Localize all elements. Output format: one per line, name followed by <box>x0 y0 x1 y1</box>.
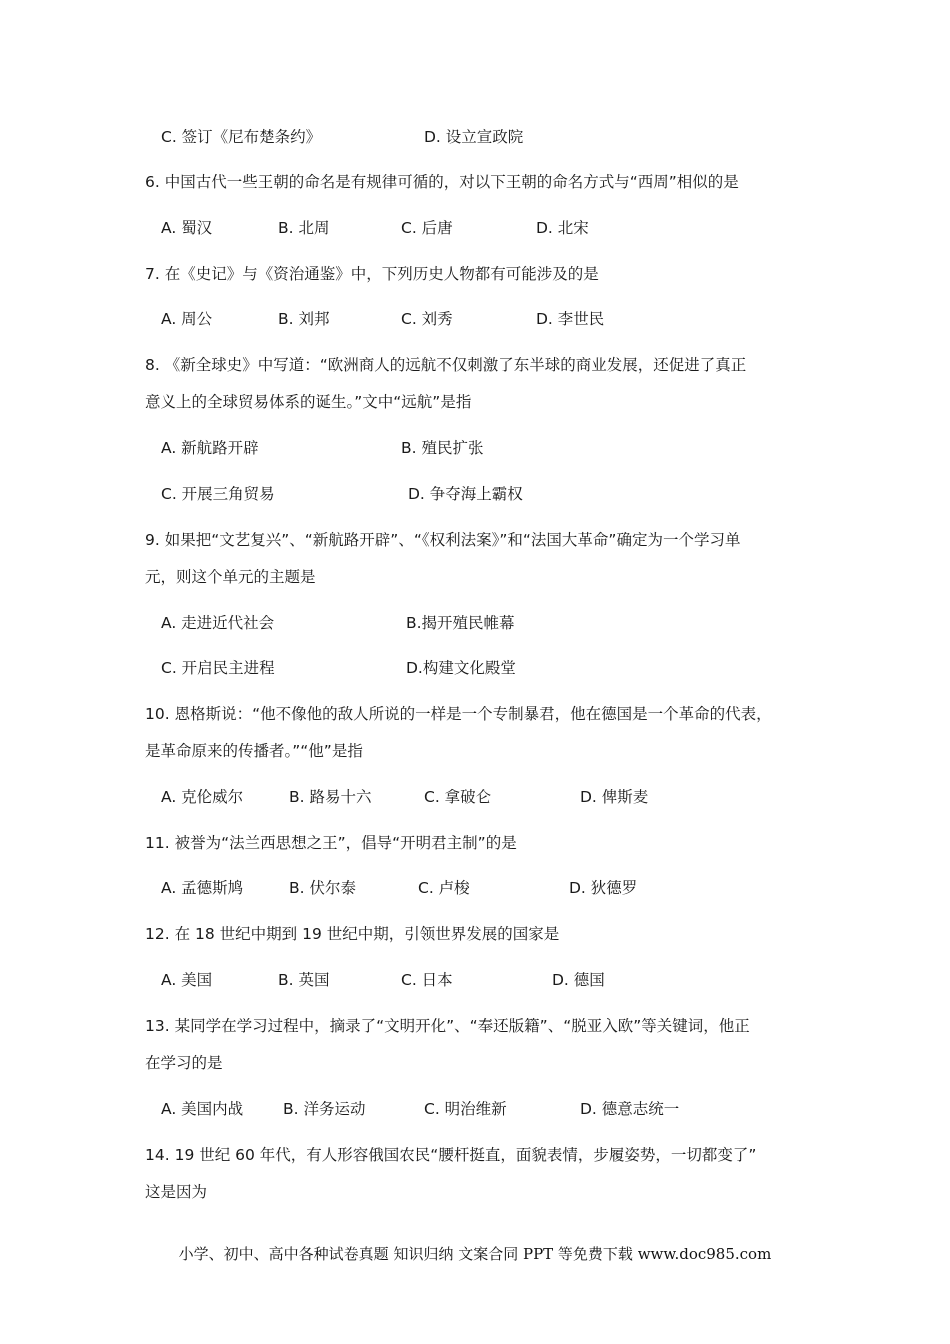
q6-stem: 6. 中国古代一些王朝的命名是有规律可循的，对以下王朝的命名方式与“西周”相似的是 <box>145 173 739 191</box>
q8-stem-line2: 意义上的全球贸易体系的诞生。”文中“远航”是指 <box>145 393 472 411</box>
q14-stem-line2: 这是因为 <box>145 1183 208 1201</box>
q12-option-a: A. 美国 <box>161 971 213 989</box>
q6-option-a: A. 蜀汉 <box>161 219 213 237</box>
q13-stem-line2: 在学习的是 <box>145 1054 223 1072</box>
q9-option-d: D.构建文化殿堂 <box>406 659 516 677</box>
q13-option-a: A. 美国内战 <box>161 1100 244 1118</box>
q9-stem-line2: 元，则这个单元的主题是 <box>145 568 316 586</box>
q9-stem-line1: 9. 如果把“文艺复兴”、“新航路开辟”、“《权利法案》”和“法国大革命”确定为一个学习单 <box>145 531 741 549</box>
q8-option-a: A. 新航路开辟 <box>161 439 259 457</box>
q6-option-b: B. 北周 <box>278 219 330 237</box>
q12-option-c: C. 日本 <box>401 971 453 989</box>
q8-option-d: D. 争夺海上霸权 <box>408 485 523 503</box>
q8-option-c: C. 开展三角贸易 <box>161 485 275 503</box>
q11-option-c: C. 卢梭 <box>418 879 470 897</box>
q9-option-c: C. 开启民主进程 <box>161 659 275 677</box>
q12-option-b: B. 英国 <box>278 971 330 989</box>
q13-stem-line1: 13. 某同学在学习过程中，摘录了“文明开化”、“奉还版籍”、“脱亚入欧”等关键词，他正 <box>145 1017 750 1035</box>
q11-option-a: A. 孟德斯鸠 <box>161 879 244 897</box>
q10-option-c: C. 拿破仑 <box>424 788 492 806</box>
q11-option-b: B. 伏尔泰 <box>289 879 356 897</box>
q5-option-d: D. 设立宣政院 <box>424 128 524 146</box>
q10-option-d: D. 俾斯麦 <box>580 788 649 806</box>
q6-option-d: D. 北宋 <box>536 219 589 237</box>
q11-option-d: D. 狄德罗 <box>569 879 638 897</box>
q7-stem: 7. 在《史记》与《资治通鉴》中，下列历史人物都有可能涉及的是 <box>145 265 599 283</box>
q13-option-d: D. 德意志统一 <box>580 1100 680 1118</box>
q8-option-b: B. 殖民扩张 <box>401 439 484 457</box>
q9-option-b: B.揭开殖民帷幕 <box>406 614 515 632</box>
q9-option-a: A. 走进近代社会 <box>161 614 275 632</box>
q13-option-b: B. 洋务运动 <box>283 1100 366 1118</box>
q12-stem: 12. 在 18 世纪中期到 19 世纪中期，引领世界发展的国家是 <box>145 925 560 943</box>
page-footer: 小学、初中、高中各种试卷真题 知识归纳 文案合同 PPT 等免费下载 www.doc985.com <box>178 1245 772 1263</box>
q10-stem-line2: 是革命原来的传播者。”“他”是指 <box>145 742 363 760</box>
q12-option-d: D. 德国 <box>552 971 605 989</box>
q7-option-b: B. 刘邦 <box>278 310 330 328</box>
q6-option-c: C. 后唐 <box>401 219 453 237</box>
q10-stem-line1: 10. 恩格斯说：“他不像他的敌人所说的一样是一个专制暴君，他在德国是一个革命的代表， <box>145 705 772 723</box>
q13-option-c: C. 明治维新 <box>424 1100 507 1118</box>
q7-option-c: C. 刘秀 <box>401 310 453 328</box>
q5-option-c: C. 签订《尼布楚条约》 <box>161 128 322 146</box>
q14-stem-line1: 14. 19 世纪 60 年代，有人形容俄国农民“腰杆挺直，面貌表情，步履姿势，一切都变了” <box>145 1146 757 1164</box>
q7-option-a: A. 周公 <box>161 310 213 328</box>
q7-option-d: D. 李世民 <box>536 310 605 328</box>
q8-stem-line1: 8. 《新全球史》中写道：“欧洲商人的远航不仅刺激了东半球的商业发展，还促进了真正 <box>145 356 747 374</box>
q10-option-a: A. 克伦威尔 <box>161 788 244 806</box>
q11-stem: 11. 被誉为“法兰西思想之王”，倡导“开明君主制”的是 <box>145 834 517 852</box>
q10-option-b: B. 路易十六 <box>289 788 372 806</box>
